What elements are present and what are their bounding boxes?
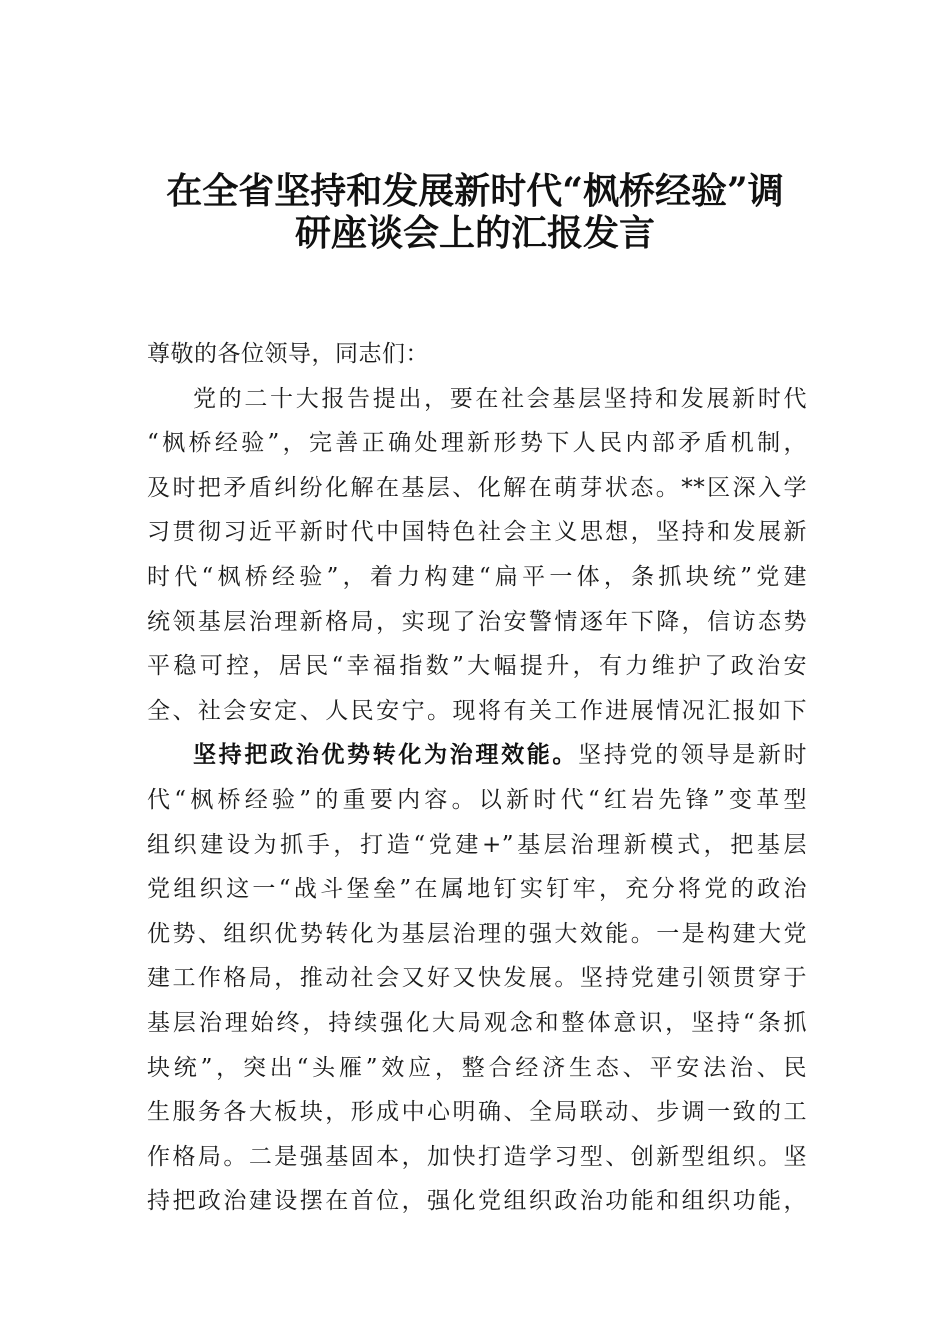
document-title-line-1: 在全省坚持和发展新时代“枫桥经验”调 [166,170,784,212]
paragraph-1-line: 平稳可控，居民“幸福指数”大幅提升，有力维护了政治安 [147,653,807,680]
paragraph-2-line: 优势、组织优势转化为基层治理的强大效能。一是构建大党 [147,920,807,947]
paragraph-2-line: 持把政治建设摆在首位，强化党组织政治功能和组织功能， [147,1188,807,1215]
paragraph-2-first-line-rest: 坚持党的领导是新时 [578,742,807,769]
section-heading: 坚持把政治优势转化为治理效能。 [193,742,579,769]
paragraph-2-line: 生服务各大板块，形成中心明确、全局联动、步调一致的工 [147,1099,807,1126]
salutation: 尊敬的各位领导，同志们： [147,341,429,367]
paragraph-1-line: 全、社会安定、人民安宁。现将有关工作进展情况汇报如下 [147,697,807,724]
paragraph-2-line: 代“枫桥经验”的重要内容。以新时代“红岩先锋”变革型 [147,786,807,813]
paragraph-1-line: 时代“枫桥经验”，着力构建“扁平一体，条抓块统”党建 [147,563,807,590]
paragraph-2-line: 建工作格局，推动社会又好又快发展。坚持党建引领贯穿于 [147,965,807,992]
document-body [147,332,807,1224]
paragraph-2-first-line [147,733,807,778]
paragraph-1-line: 统领基层治理新格局，实现了治安警情逐年下降，信访态势 [147,608,807,635]
paragraph-1-line: 党的二十大报告提出，要在社会基层坚持和发展新时代 [193,385,807,412]
document-title-line-2: 研座谈会上的汇报发言 [294,212,655,254]
paragraph-1-line: 及时把矛盾纠纷化解在基层、化解在萌芽状态。**区深入学 [147,474,807,501]
paragraph-1-line: 习贯彻习近平新时代中国特色社会主义思想，坚持和发展新 [147,519,807,546]
paragraph-2-line: 组织建设为抓手，打造“党建+”基层治理新模式，把基层 [147,831,807,858]
paragraph-1-line: “枫桥经验”，完善正确处理新形势下人民内部矛盾机制， [147,430,807,457]
paragraph-2-line: 块统”，突出“头雁”效应，整合经济生态、平安法治、民 [147,1054,807,1081]
paragraph-2-line: 作格局。二是强基固本，加快打造学习型、创新型组织。坚 [147,1143,807,1170]
paragraph-2-line: 党组织这一“战斗堡垒”在属地钉实钉牢，充分将党的政治 [147,876,807,903]
paragraph-2-line: 基层治理始终，持续强化大局观念和整体意识，坚持“条抓 [147,1009,807,1036]
